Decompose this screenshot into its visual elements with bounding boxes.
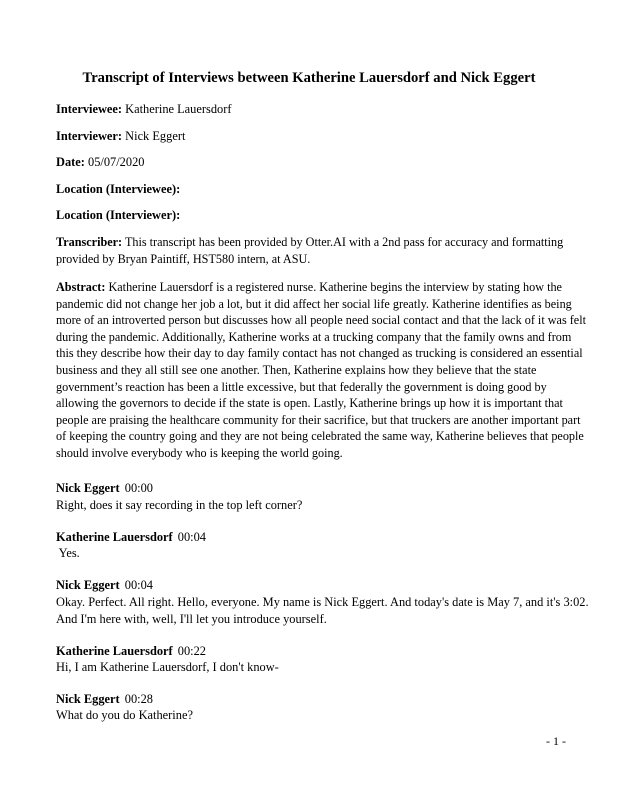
document-title: Transcript of Interviews between Katherine Lauersdorf and Nick Eggert	[82, 70, 536, 86]
speaker-line	[56, 480, 590, 496]
date-field	[56, 154, 576, 170]
abstract-label: Abstract:	[56, 280, 106, 294]
interviewee-field	[56, 101, 576, 117]
location-interviewee-label: Location (Interviewee):	[56, 182, 181, 196]
location-interviewer-label: Location (Interviewer):	[56, 208, 181, 222]
utterance: What do you do Katherine?	[56, 708, 193, 722]
speaker-line	[56, 643, 590, 659]
speaker-name: Nick Eggert	[56, 578, 120, 592]
timestamp: 00:04	[124, 578, 154, 592]
speaker-line	[56, 577, 590, 593]
abstract-text: Katherine Lauersdorf is a registered nurse. Katherine begins the interview by stating how the pandemic did not change her job a lot, but it did affect her social life greatly. Katherine identifies as being more of an introverted person but discusses how all people need social contact and that the lack of it was felt during the pandemic. Additionally, Katherine works at a trucking company that the family owns and from this they describe how their day to day family contact has not changed as trucking is considered an essential business and they all still see one another. Then, Katherine explains how they believe that the state government’s reaction has been a little excessive, but that federally the government is doing good by allowing the governors to decide if the state is open. Lastly, Katherine brings up how it is important that people are praising the healthcare community for their sacrifice, but that truckers are another important part of keeping the country going and they are not being celebrated the same way, Katherine believes that people should involve everybody who is keeping the world going.	[56, 280, 586, 460]
timestamp: 00:22	[177, 644, 207, 658]
speaker-name: Katherine Lauersdorf	[56, 644, 173, 658]
interviewer-label: Interviewer:	[56, 129, 123, 143]
speaker-name: Nick Eggert	[56, 481, 120, 495]
date-label: Date:	[56, 155, 85, 169]
utterance: Yes.	[56, 546, 80, 560]
date-value: 05/07/2020	[88, 155, 145, 169]
interviewer-value: Nick Eggert	[125, 129, 186, 143]
abstract-paragraph	[56, 279, 590, 462]
location-interviewee-field	[56, 181, 576, 197]
speaker-name: Nick Eggert	[56, 692, 120, 706]
interviewee-label: Interviewee:	[56, 102, 123, 116]
timestamp: 00:04	[177, 530, 207, 544]
speaker-line	[56, 691, 590, 707]
page-number: - 1 -	[546, 734, 566, 748]
location-interviewer-field	[56, 207, 576, 223]
timestamp: 00:00	[124, 481, 154, 495]
utterance: Hi, I am Katherine Lauersdorf, I don't know-	[56, 660, 279, 674]
utterance: Right, does it say recording in the top left corner?	[56, 498, 303, 512]
timestamp: 00:28	[124, 692, 154, 706]
transcriber-paragraph	[56, 234, 590, 268]
utterance: Okay. Perfect. All right. Hello, everyone. My name is Nick Eggert. And today's date is May 7, and it's 3:02. And I'm here with, well, I'll let you introduce yourself.	[56, 595, 589, 626]
transcriber-label: Transcriber:	[56, 235, 123, 249]
interviewee-value: Katherine Lauersdorf	[125, 102, 232, 116]
interviewer-field	[56, 128, 576, 144]
speaker-line	[56, 529, 590, 545]
speaker-name: Katherine Lauersdorf	[56, 530, 173, 544]
transcriber-text: This transcript has been provided by Otter.AI with a 2nd pass for accuracy and formatting provided by Bryan Paintiff, HST580 intern, at ASU.	[56, 235, 564, 266]
